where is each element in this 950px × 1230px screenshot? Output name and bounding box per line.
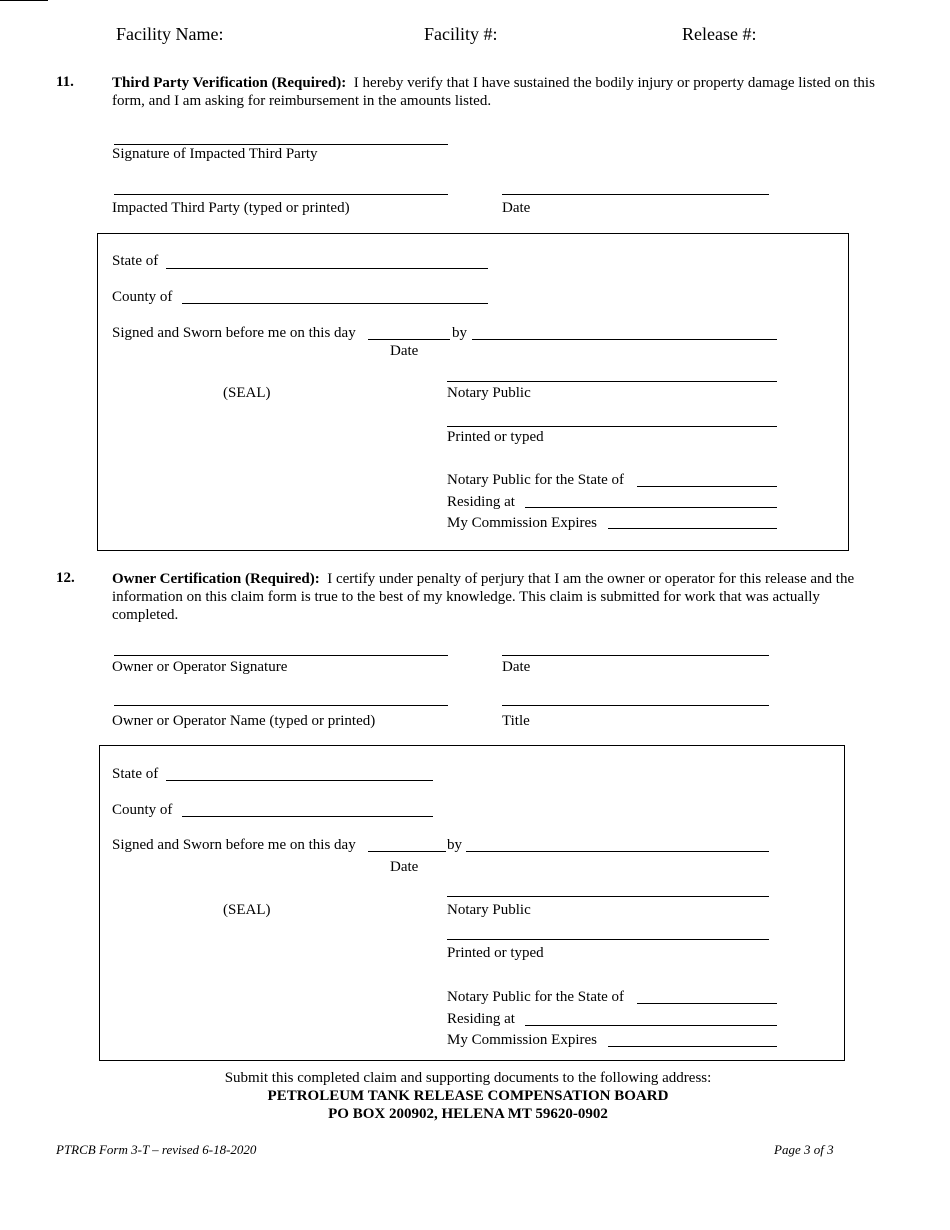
notary2-notary-public-label: Notary Public <box>447 902 531 918</box>
notary2-notary-signature-line[interactable] <box>447 896 769 897</box>
form-identifier: PTRCB Form 3-T – revised 6-18-2020 <box>56 1142 257 1157</box>
notary1-residing-field[interactable] <box>525 507 777 508</box>
notary1-commission-field[interactable] <box>608 528 777 529</box>
notary1-sworn-label: Signed and Sworn before me on this day <box>112 325 356 341</box>
notary1-date-caption: Date <box>390 343 419 359</box>
notary1-state-label: State of <box>112 253 159 269</box>
notary1-county-label: County of <box>112 289 173 305</box>
third-party-signature-label: Signature of Impacted Third Party <box>112 146 318 162</box>
notary1-seal-label: (SEAL) <box>223 385 271 401</box>
notary2-printed-line[interactable] <box>447 939 769 940</box>
submit-organization: PETROLEUM TANK RELEASE COMPENSATION BOARD <box>267 1088 669 1104</box>
owner-title-line[interactable] <box>502 705 769 706</box>
owner-name-label: Owner or Operator Name (typed or printed) <box>112 713 376 729</box>
section-12-heading: Owner Certification (Required): <box>112 571 320 587</box>
notary1-day-field[interactable] <box>368 339 450 340</box>
notary1-county-field[interactable] <box>182 303 488 304</box>
notary1-by-label: by <box>452 325 467 341</box>
notary1-notary-public-label: Notary Public <box>447 385 531 401</box>
notary2-sworn-label: Signed and Sworn before me on this day <box>112 837 356 853</box>
section-11-number: 11. <box>56 74 74 90</box>
facility-number-label: Facility #: <box>424 24 498 44</box>
notary2-day-field[interactable] <box>368 851 446 852</box>
notary2-by-label: by <box>447 837 462 853</box>
notary2-state-field[interactable] <box>166 780 433 781</box>
third-party-date-label: Date <box>502 200 531 216</box>
notary2-commission-label: My Commission Expires <box>447 1032 598 1048</box>
third-party-signature-line[interactable] <box>114 144 448 145</box>
third-party-name-line[interactable] <box>114 194 448 195</box>
third-party-date-line[interactable] <box>502 194 769 195</box>
section-12-text: I certify under penalty of perjury that I am the owner or operator for this release and the information on this claim form is true to the best of my knowledge. This claim is submitted for work that was actually completed. <box>112 571 855 623</box>
release-number-label: Release #: <box>682 24 757 44</box>
notary1-printed-line[interactable] <box>447 426 777 427</box>
submit-instruction: Submit this completed claim and supporting documents to the following address: <box>224 1070 712 1086</box>
section-11-paragraph <box>112 74 882 110</box>
notary1-commission-label: My Commission Expires <box>447 515 598 531</box>
notary1-state-field[interactable] <box>166 268 488 269</box>
section-12-paragraph <box>112 570 882 624</box>
third-party-name-label: Impacted Third Party (typed or printed) <box>112 200 350 216</box>
notary1-by-field[interactable] <box>472 339 777 340</box>
notary2-state-label: State of <box>112 766 159 782</box>
owner-name-line[interactable] <box>114 705 448 706</box>
notary2-notary-state-field[interactable] <box>637 1003 777 1004</box>
notary2-residing-label: Residing at <box>447 1011 515 1027</box>
notary1-notary-state-field[interactable] <box>637 486 777 487</box>
section-12-number: 12. <box>56 570 75 586</box>
owner-date-line[interactable] <box>502 655 769 656</box>
page-number: Page 3 of 3 <box>774 1142 834 1157</box>
submit-address: PO BOX 200902, HELENA MT 59620-0902 <box>328 1106 608 1122</box>
notary2-by-field[interactable] <box>466 851 769 852</box>
notary1-residing-label: Residing at <box>447 494 515 510</box>
section-11-text: I hereby verify that I have sustained the bodily injury or property damage listed on this form, and I am asking for reimbursement in the amounts listed. <box>112 75 875 109</box>
notary2-notary-state-label: Notary Public for the State of <box>447 989 625 1005</box>
notary1-printed-label: Printed or typed <box>447 429 544 445</box>
notary2-seal-label: (SEAL) <box>223 902 271 918</box>
section-11-heading: Third Party Verification (Required): <box>112 75 347 91</box>
owner-signature-label: Owner or Operator Signature <box>112 659 288 675</box>
notary2-county-field[interactable] <box>182 816 433 817</box>
top-edge-rule <box>0 0 48 1</box>
owner-title-label: Title <box>502 713 530 729</box>
notary1-notary-signature-line[interactable] <box>447 381 777 382</box>
owner-date-label: Date <box>502 659 531 675</box>
notary2-residing-field[interactable] <box>525 1025 777 1026</box>
facility-name-label: Facility Name: <box>116 24 224 44</box>
owner-signature-line[interactable] <box>114 655 448 656</box>
notary2-date-caption: Date <box>390 859 419 875</box>
notary2-county-label: County of <box>112 802 173 818</box>
notary1-notary-state-label: Notary Public for the State of <box>447 472 625 488</box>
notary2-printed-label: Printed or typed <box>447 945 544 961</box>
notary2-commission-field[interactable] <box>608 1046 777 1047</box>
